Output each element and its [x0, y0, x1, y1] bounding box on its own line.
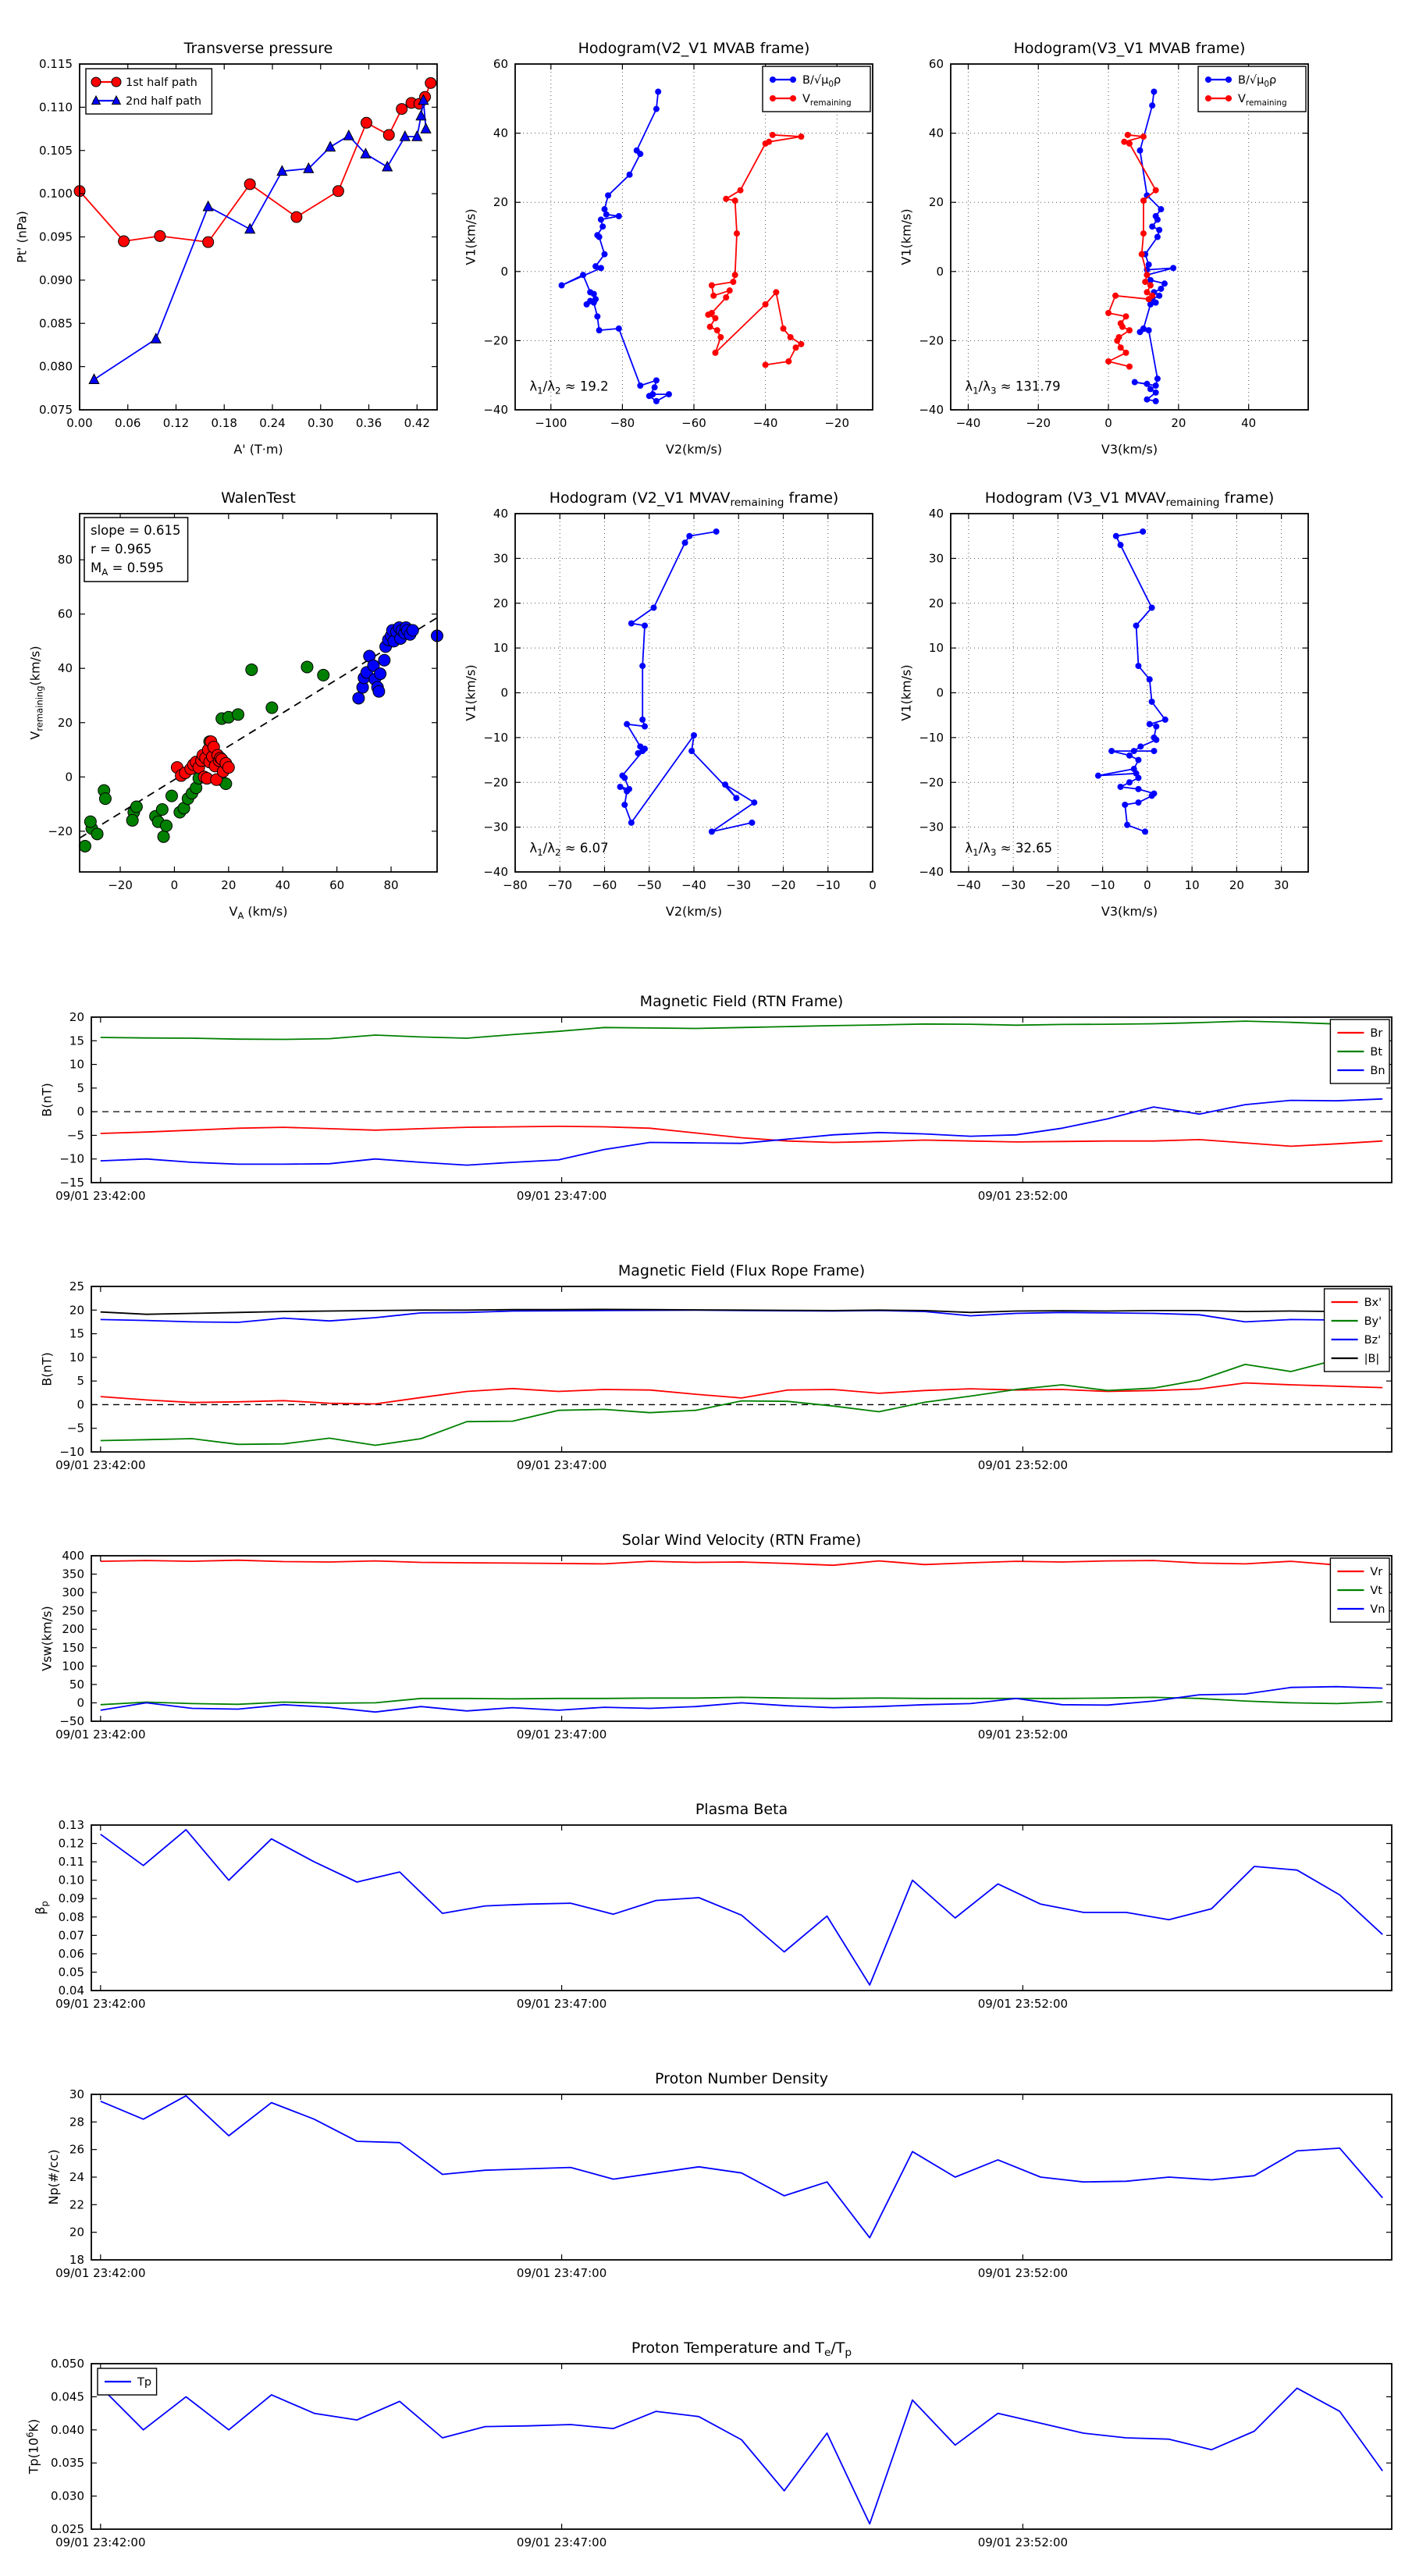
svg-text:0.080: 0.080 [39, 359, 73, 374]
svg-text:20: 20 [221, 878, 237, 892]
svg-text:B(nT): B(nT) [39, 1083, 55, 1117]
svg-text:Hodogram(V3_V1 MVAB frame): Hodogram(V3_V1 MVAB frame) [1013, 40, 1246, 57]
svg-text:Br: Br [1370, 1027, 1383, 1040]
svg-text:09/01 23:47:00: 09/01 23:47:00 [516, 1189, 607, 1203]
svg-text:−20: −20 [108, 878, 133, 892]
svg-text:Bx': Bx' [1364, 1297, 1382, 1309]
svg-text:Tp: Tp [137, 2376, 152, 2389]
svg-text:09/01 23:47:00: 09/01 23:47:00 [516, 1458, 607, 1472]
svg-text:20: 20 [1229, 878, 1244, 892]
svg-text:−20: −20 [1045, 878, 1071, 892]
svg-text:|B|: |B| [1364, 1353, 1380, 1365]
svg-text:−5: −5 [66, 1421, 84, 1436]
svg-text:09/01 23:42:00: 09/01 23:42:00 [55, 1997, 146, 2011]
svg-text:0.24: 0.24 [259, 416, 286, 430]
svg-text:−15: −15 [59, 1176, 84, 1190]
svg-text:Bn: Bn [1370, 1065, 1385, 1077]
svg-text:20: 20 [69, 2225, 84, 2240]
svg-text:Solar Wind Velocity (RTN Frame: Solar Wind Velocity (RTN Frame) [621, 1532, 862, 1549]
svg-text:0.050: 0.050 [51, 2357, 84, 2371]
svg-text:λ1/λ3 ≈ 131.79: $\lambda_1/\lambda_3 \approx 131.79$ [965, 379, 1061, 397]
subplot-magnetic-field-flux-rope [39, 1262, 1392, 1472]
svg-text:Vt: Vt [1370, 1585, 1383, 1597]
svg-text:−70: −70 [547, 878, 573, 892]
svg-text:20: 20 [69, 1010, 84, 1024]
svg-text:0: 0 [65, 770, 73, 785]
subplot-hodogram-v3v1-mvav [898, 489, 1308, 919]
svg-text:−60: −60 [681, 416, 706, 430]
svg-text:20: 20 [928, 596, 944, 610]
svg-text:0.12: 0.12 [162, 416, 190, 430]
svg-text:−80: −80 [503, 878, 528, 892]
svg-text:0.18: 0.18 [211, 416, 237, 430]
svg-text:0.11: 0.11 [58, 1855, 84, 1870]
svg-text:0.08: 0.08 [58, 1909, 84, 1924]
svg-text:−10: −10 [919, 730, 944, 745]
svg-text:−20: −20 [483, 775, 508, 790]
svg-text:09/01 23:47:00: 09/01 23:47:00 [516, 2266, 607, 2280]
svg-text:60: 60 [329, 878, 345, 892]
svg-text:−50: −50 [59, 1714, 84, 1728]
svg-text:0.030: 0.030 [51, 2489, 84, 2503]
svg-text:−20: −20 [483, 333, 508, 348]
svg-text:−20: −20 [48, 824, 73, 838]
svg-text:20: 20 [1171, 416, 1186, 430]
svg-text:400: 400 [62, 1549, 84, 1563]
subplot-proton-temperature [24, 2339, 1392, 2549]
svg-text:09/01 23:42:00: 09/01 23:42:00 [55, 1458, 146, 1472]
svg-text:Np(#/cc): Np(#/cc) [46, 2149, 61, 2205]
svg-text:Vremaining: $V_{remaining}$ [1238, 93, 1287, 108]
svg-text:−40: −40 [919, 865, 944, 879]
svg-text:09/01 23:52:00: 09/01 23:52:00 [977, 1458, 1069, 1472]
svg-text:Vsw(km/s): Vsw(km/s) [39, 1606, 55, 1671]
svg-text:−40: −40 [681, 878, 706, 892]
svg-text:−10: −10 [483, 730, 508, 745]
svg-text:60: 60 [493, 57, 508, 71]
svg-text:0.045: 0.045 [51, 2389, 84, 2404]
svg-text:0: 0 [500, 685, 508, 700]
svg-text:0.075: 0.075 [39, 403, 73, 417]
svg-text:0.04: 0.04 [58, 1984, 84, 1998]
svg-text:By': By' [1364, 1315, 1382, 1328]
svg-text:0.06: 0.06 [115, 416, 141, 430]
svg-text:−60: −60 [592, 878, 617, 892]
svg-text:0: 0 [936, 264, 944, 279]
svg-text:Pt' (nPa): Pt' (nPa) [14, 211, 30, 263]
svg-text:Tp(106K): $Tp(10^6K)$ [24, 2418, 41, 2475]
svg-text:λ1/λ2 ≈ 6.07: $\lambda_1/\lambda_2 \approx 6.07$ [529, 840, 609, 858]
svg-text:0.09: 0.09 [58, 1891, 84, 1906]
svg-text:0: 0 [1144, 878, 1151, 892]
svg-text:0.095: 0.095 [39, 229, 73, 244]
svg-text:−5: −5 [66, 1128, 84, 1143]
svg-text:Bt: Bt [1370, 1046, 1383, 1059]
svg-text:28: 28 [69, 2115, 84, 2129]
svg-text:0.100: 0.100 [39, 187, 73, 201]
svg-text:Vn: Vn [1370, 1603, 1385, 1616]
svg-text:Proton Number Density: Proton Number Density [655, 2070, 828, 2087]
svg-text:0.13: 0.13 [58, 1818, 84, 1832]
svg-text:0: 0 [1104, 416, 1112, 430]
svg-text:0: 0 [76, 1397, 84, 1412]
svg-text:09/01 23:52:00: 09/01 23:52:00 [977, 1997, 1069, 2011]
svg-text:30: 30 [69, 2087, 84, 2101]
svg-text:Vremaining(km/s): $V_{remaining}(km/s)$ [27, 646, 45, 740]
svg-text:WalenTest: WalenTest [221, 489, 296, 507]
svg-text:40: 40 [493, 507, 508, 521]
svg-text:slope = 0.615: slope = 0.615 [91, 523, 181, 538]
svg-text:0: 0 [500, 264, 508, 279]
svg-text:40: 40 [493, 126, 508, 141]
svg-text:0.105: 0.105 [39, 143, 73, 158]
subplot-hodogram-v2v1-mvav [463, 489, 877, 919]
svg-text:09/01 23:42:00: 09/01 23:42:00 [55, 1727, 146, 1742]
subplot-transverse-pressure [14, 40, 437, 457]
svg-text:Vremaining: $V_{remaining}$ [802, 93, 852, 108]
svg-text:0.085: 0.085 [39, 316, 73, 331]
subplot-hodogram-v3v1-mvab [898, 40, 1308, 457]
svg-text:Hodogram (V2_V1 MVAVremaining: Hodogram (V2_V1 $MVAV_{remaining}$ frame) [549, 489, 839, 509]
svg-text:10: 10 [69, 1057, 84, 1072]
svg-text:20: 20 [928, 195, 944, 210]
svg-text:−40: −40 [752, 416, 778, 430]
svg-text:−40: −40 [955, 416, 981, 430]
svg-text:0.035: 0.035 [51, 2456, 84, 2471]
svg-text:0.10: 0.10 [58, 1873, 84, 1888]
svg-text:5: 5 [76, 1080, 84, 1095]
svg-text:5: 5 [76, 1374, 84, 1389]
svg-text:−40: −40 [956, 878, 981, 892]
svg-text:0: 0 [76, 1695, 84, 1710]
svg-text:0.07: 0.07 [58, 1928, 84, 1943]
svg-text:40: 40 [57, 661, 73, 676]
svg-text:−50: −50 [636, 878, 662, 892]
svg-text:0: 0 [170, 878, 179, 892]
svg-text:09/01 23:42:00: 09/01 23:42:00 [55, 2266, 146, 2280]
svg-text:−30: −30 [919, 820, 944, 834]
svg-text:−20: −20 [1026, 416, 1051, 430]
svg-text:24: 24 [69, 2170, 84, 2184]
svg-text:Bz': Bz' [1364, 1334, 1382, 1347]
svg-text:0.42: 0.42 [404, 416, 430, 430]
svg-text:−20: −20 [919, 333, 944, 348]
svg-text:150: 150 [62, 1640, 84, 1655]
svg-text:λ1/λ2 ≈ 19.2: $\lambda_1/\lambda_2 \approx 19.2$ [529, 379, 609, 397]
svg-text:40: 40 [928, 126, 944, 141]
svg-text:−10: −10 [1090, 878, 1115, 892]
svg-text:Hodogram(V2_V1 MVAB frame): Hodogram(V2_V1 MVAB frame) [578, 40, 810, 57]
svg-text:10: 10 [1184, 878, 1200, 892]
svg-text:10: 10 [928, 641, 944, 656]
svg-text:−30: −30 [1001, 878, 1026, 892]
svg-text:λ1/λ3 ≈ 32.65: $\lambda_1/\lambda_3 \approx 32.65$ [965, 840, 1053, 858]
svg-text:0.06: 0.06 [58, 1946, 84, 1961]
svg-text:Plasma Beta: Plasma Beta [695, 1801, 788, 1818]
svg-text:MA = 0.595: $M_A = 0.595$ [91, 560, 164, 578]
svg-text:0.30: 0.30 [308, 416, 334, 430]
svg-text:15: 15 [69, 1326, 84, 1341]
svg-text:25: 25 [69, 1279, 84, 1293]
svg-text:09/01 23:47:00: 09/01 23:47:00 [516, 2535, 607, 2549]
svg-text:100: 100 [62, 1659, 84, 1674]
svg-text:−20: −20 [824, 416, 850, 430]
svg-text:22: 22 [69, 2197, 84, 2212]
svg-text:Magnetic Field (RTN Frame): Magnetic Field (RTN Frame) [639, 993, 844, 1010]
svg-text:−80: −80 [610, 416, 635, 430]
svg-text:0.00: 0.00 [66, 416, 93, 430]
svg-text:0.12: 0.12 [58, 1836, 84, 1851]
svg-text:0: 0 [936, 685, 944, 700]
svg-text:Vr: Vr [1370, 1566, 1383, 1578]
svg-text:V1(km/s): V1(km/s) [463, 208, 478, 265]
svg-text:350: 350 [62, 1567, 84, 1582]
svg-text:−40: −40 [919, 403, 944, 417]
svg-text:15: 15 [69, 1034, 84, 1048]
svg-text:09/01 23:42:00: 09/01 23:42:00 [55, 2535, 146, 2549]
svg-text:−100: −100 [535, 416, 567, 430]
svg-text:0.090: 0.090 [39, 272, 73, 287]
svg-text:0.115: 0.115 [39, 57, 73, 71]
svg-text:18: 18 [69, 2253, 84, 2267]
subplot-proton-number-density [46, 2070, 1392, 2280]
subplot-walen-test [27, 489, 437, 921]
subplot-solar-wind-velocity [39, 1532, 1392, 1742]
svg-text:50: 50 [69, 1677, 84, 1692]
svg-text:r = 0.965: r = 0.965 [91, 542, 152, 557]
svg-text:10: 10 [493, 641, 508, 656]
svg-text:B(nT): B(nT) [39, 1352, 55, 1386]
svg-text:0.110: 0.110 [39, 100, 73, 115]
svg-text:40: 40 [275, 878, 290, 892]
svg-text:20: 20 [493, 195, 508, 210]
svg-text:1st half path: 1st half path [126, 76, 197, 89]
svg-text:30: 30 [928, 551, 944, 566]
svg-text:40: 40 [928, 507, 944, 521]
svg-text:60: 60 [57, 607, 73, 621]
svg-text:20: 20 [493, 596, 508, 610]
svg-text:0.025: 0.025 [51, 2522, 84, 2536]
svg-text:09/01 23:52:00: 09/01 23:52:00 [977, 2535, 1069, 2549]
svg-text:V2(km/s): V2(km/s) [665, 442, 723, 457]
svg-text:−40: −40 [483, 403, 508, 417]
svg-text:60: 60 [928, 57, 944, 71]
svg-text:Hodogram (V3_V1 MVAVremaining: Hodogram (V3_V1 $MVAV_{remaining}$ frame) [984, 489, 1275, 509]
svg-text:B/√μ0ρ: $B/√\mu_0\rho$ [1238, 74, 1277, 89]
svg-text:09/01 23:52:00: 09/01 23:52:00 [977, 1727, 1069, 1742]
svg-text:40: 40 [1241, 416, 1257, 430]
svg-text:09/01 23:52:00: 09/01 23:52:00 [977, 1189, 1069, 1203]
svg-text:20: 20 [57, 715, 73, 730]
svg-text:−40: −40 [483, 865, 508, 879]
svg-text:20: 20 [69, 1303, 84, 1318]
svg-text:−30: −30 [726, 878, 752, 892]
svg-text:−10: −10 [59, 1445, 84, 1459]
svg-text:200: 200 [62, 1622, 84, 1637]
svg-text:250: 250 [62, 1603, 84, 1618]
svg-text:V2(km/s): V2(km/s) [665, 904, 723, 919]
svg-text:−20: −20 [919, 775, 944, 790]
svg-text:V1(km/s): V1(km/s) [898, 208, 914, 265]
svg-text:V3(km/s): V3(km/s) [1101, 904, 1158, 919]
svg-text:0: 0 [76, 1105, 84, 1119]
subplot-hodogram-v2v1-mvab [463, 40, 873, 457]
svg-text:0.05: 0.05 [58, 1965, 84, 1980]
svg-text:09/01 23:47:00: 09/01 23:47:00 [516, 1727, 607, 1742]
svg-text:0: 0 [869, 878, 877, 892]
subplot-magnetic-field-rtn [39, 993, 1392, 1203]
svg-text:V3(km/s): V3(km/s) [1101, 442, 1158, 457]
subplot-plasma-beta [33, 1801, 1392, 2011]
svg-text:2nd half path: 2nd half path [126, 95, 202, 108]
svg-text:10: 10 [69, 1350, 84, 1364]
svg-text:26: 26 [69, 2142, 84, 2157]
svg-text:V1(km/s): V1(km/s) [898, 664, 914, 721]
svg-text:−20: −20 [770, 878, 796, 892]
svg-text:Proton Temperature and Te/Tp: Proton Temperature and $T_e/T_p$ [631, 2339, 852, 2359]
svg-text:V1(km/s): V1(km/s) [463, 664, 478, 721]
svg-text:09/01 23:47:00: 09/01 23:47:00 [516, 1997, 607, 2011]
svg-text:09/01 23:52:00: 09/01 23:52:00 [977, 2266, 1069, 2280]
svg-text:0.36: 0.36 [355, 416, 382, 430]
svg-text:−30: −30 [483, 820, 508, 834]
svg-text:Magnetic Field (Flux Rope Fram: Magnetic Field (Flux Rope Frame) [617, 1262, 866, 1279]
svg-text:βp: $\beta_p$ [33, 1901, 50, 1915]
svg-text:30: 30 [1274, 878, 1289, 892]
svg-text:80: 80 [383, 878, 399, 892]
svg-text:30: 30 [493, 551, 508, 566]
svg-text:VA (km/s): $V_A$ (km/s) [229, 904, 288, 921]
svg-text:Transverse pressure: Transverse pressure [183, 40, 333, 57]
svg-text:300: 300 [62, 1585, 84, 1600]
svg-text:A' (T·m): A' (T·m) [233, 442, 283, 457]
svg-text:80: 80 [57, 553, 73, 568]
svg-text:09/01 23:42:00: 09/01 23:42:00 [55, 1189, 146, 1203]
svg-text:−10: −10 [815, 878, 841, 892]
svg-text:−10: −10 [59, 1151, 84, 1166]
svg-text:B/√μ0ρ: $B/√\mu_0\rho$ [802, 74, 841, 89]
svg-text:0.040: 0.040 [51, 2422, 84, 2437]
